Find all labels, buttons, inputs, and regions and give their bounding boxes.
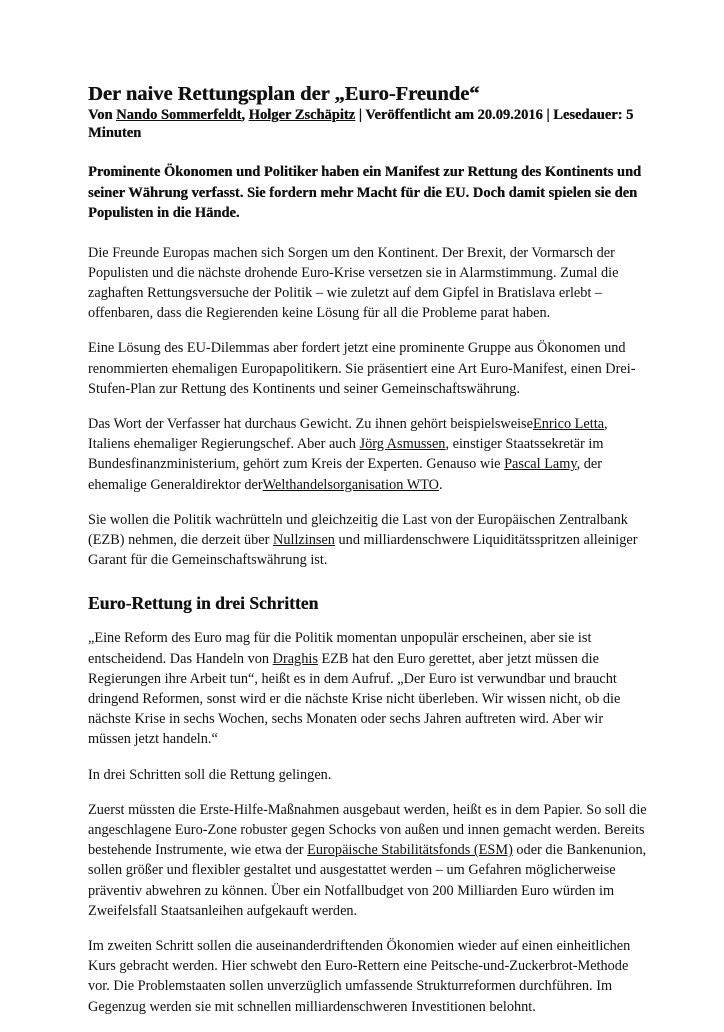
paragraph-4-text-2: und milliardenschwere Liquiditätsspritzen alleiniger Garant für die Gemeinschaftswährung ist. xyxy=(88,531,638,569)
link-joerg-asmussen[interactable]: Jörg Asmussen xyxy=(359,436,446,453)
article-byline xyxy=(88,106,648,142)
article xyxy=(88,82,648,1032)
link-wto[interactable]: Welthandelsorganisation WTO xyxy=(262,476,439,493)
paragraph-8: Im zweiten Schritt sollen die auseinanderdriftenden Ökonomien wieder auf einen einheitlichen Kurs gebracht werden. Hier schwebt den Euro-Rettern eine Peitsche-und-Zuckerbrot-Methode vor. Die Problemstaaten sollen unverzüglich umfassende Strukturreformen durchführen. Im Gegenzug werden sie mit schnellen milliardenschweren Investitionen belohnt. xyxy=(88,937,631,1015)
paragraph-5-text-1: „Eine Reform des Euro mag für die Politik momentan unpopulär erscheinen, aber sie ist entscheidend. Das Handeln von xyxy=(88,630,592,667)
paragraph-4 xyxy=(88,510,648,571)
paragraph-7-text-1: Zuerst müssten die Erste-Hilfe-Maßnahmen ausgebaut werden, heißt es in dem Papier. So soll die angeschlagene Euro-Zone robuster gegen Schocks von außen und innen gemacht werden. Bereits bestehende Instrumente, wie etwa der xyxy=(88,801,647,859)
paragraph-3-text-3: , einstiger Staatssekretär im Bundesfinanzministerium, gehört zum Kreis der Experten. Genauso wie xyxy=(88,436,604,473)
byline-meta: | Veröffentlicht am 20.09.2016 | Lesedauer: 5 Minuten xyxy=(88,107,634,141)
paragraph-7 xyxy=(88,800,648,921)
link-esm[interactable]: Europäische Stabilitätsfonds (ESM) xyxy=(307,842,513,859)
link-nullzinsen[interactable]: Nullzinsen xyxy=(273,531,335,548)
paragraph-3 xyxy=(88,414,648,495)
paragraph-3-text-1: Das Wort der Verfasser hat durchaus Gewicht. Zu ihnen gehört beispielsweise xyxy=(88,415,533,432)
paragraph-7-text-2: oder die Bankenunion, sollen größer und flexibler gestaltet und ausgestattet werden – um Gefahren möglicherweise präventiv abwehren zu können. Über ein Notfallbudget von 200 Milliarden Euro würden im Zweifelsfall Staatsanleihen aufgekauft werden. xyxy=(88,842,647,919)
paragraph-3-text-4: , der ehemalige Generaldirektor der xyxy=(88,456,603,493)
byline-separator: , xyxy=(241,107,249,123)
paragraph-5 xyxy=(88,628,648,749)
paragraph-5-text-2: EZB hat den Euro gerettet, aber jetzt müssen die Regierungen ihre Arbeit tun“, heißt es in dem Aufruf. „Der Euro ist verwundbar und braucht dringend Reformen, sonst wird er die nächste Krise nicht überleben. Wir wissen nicht, ob die nächste Krise in sechs Wochen, sechs Monaten oder sechs Jahren auftreten wird. Aber wir müssen jetzt handeln.“ xyxy=(88,650,621,748)
paragraph-4-text-1: Sie wollen die Politik wachrütteln und gleichzeitig die Last von der Europäischen Zentralbank (EZB) nehmen, die derzeit über xyxy=(88,511,628,548)
link-enrico-letta[interactable]: Enrico Letta xyxy=(532,415,605,432)
byline-prefix: Von xyxy=(88,107,117,123)
link-draghis[interactable]: Draghis xyxy=(272,650,318,667)
section-heading: Euro-Rettung in drei Schritten xyxy=(88,593,319,614)
author-link-zschaepitz[interactable]: Holger Zschäpitz xyxy=(248,107,356,123)
article-lead: Prominente Ökonomen und Politiker haben ein Manifest zur Rettung des Kontinents und seiner Währung verfasst. Sie fordern mehr Macht für die EU. Doch damit spielen sie den Populisten in die Hände. xyxy=(88,164,642,221)
paragraph-1: Die Freunde Europas machen sich Sorgen um den Kontinent. Der Brexit, der Vormarsch der Populisten und die nächste drohende Euro-Krise versetzen sie in Alarmstimmung. Zumal die zaghaften Rettungsversuche der Politik – wie zuletzt auf dem Gipfel in Bratislava erlebt – offenbaren, dass die Regierenden keine Lösung für all die Probleme parat haben. xyxy=(88,244,619,322)
author-link-sommerfeldt[interactable]: Nando Sommerfeldt xyxy=(116,107,242,123)
article-title: Der naive Rettungsplan der „Euro-Freunde“ xyxy=(88,83,480,105)
paragraph-2: Eine Lösung des EU-Dilemmas aber fordert jetzt eine prominente Gruppe aus Ökonomen und renommierten ehemaligen Europapolitikern. Sie präsentiert eine Art Euro-Manifest, einen Drei-Stufen-Plan zur Rettung des Kontinents und seiner Gemeinschaftswährung. xyxy=(88,340,636,397)
paragraph-6: In drei Schritten soll die Rettung gelingen. xyxy=(88,766,332,783)
paragraph-3-text-2: , Italiens ehemaliger Regierungschef. Aber auch xyxy=(88,415,608,453)
link-pascal-lamy[interactable]: Pascal Lamy xyxy=(504,456,577,473)
paragraph-3-text-5: . xyxy=(439,476,443,493)
